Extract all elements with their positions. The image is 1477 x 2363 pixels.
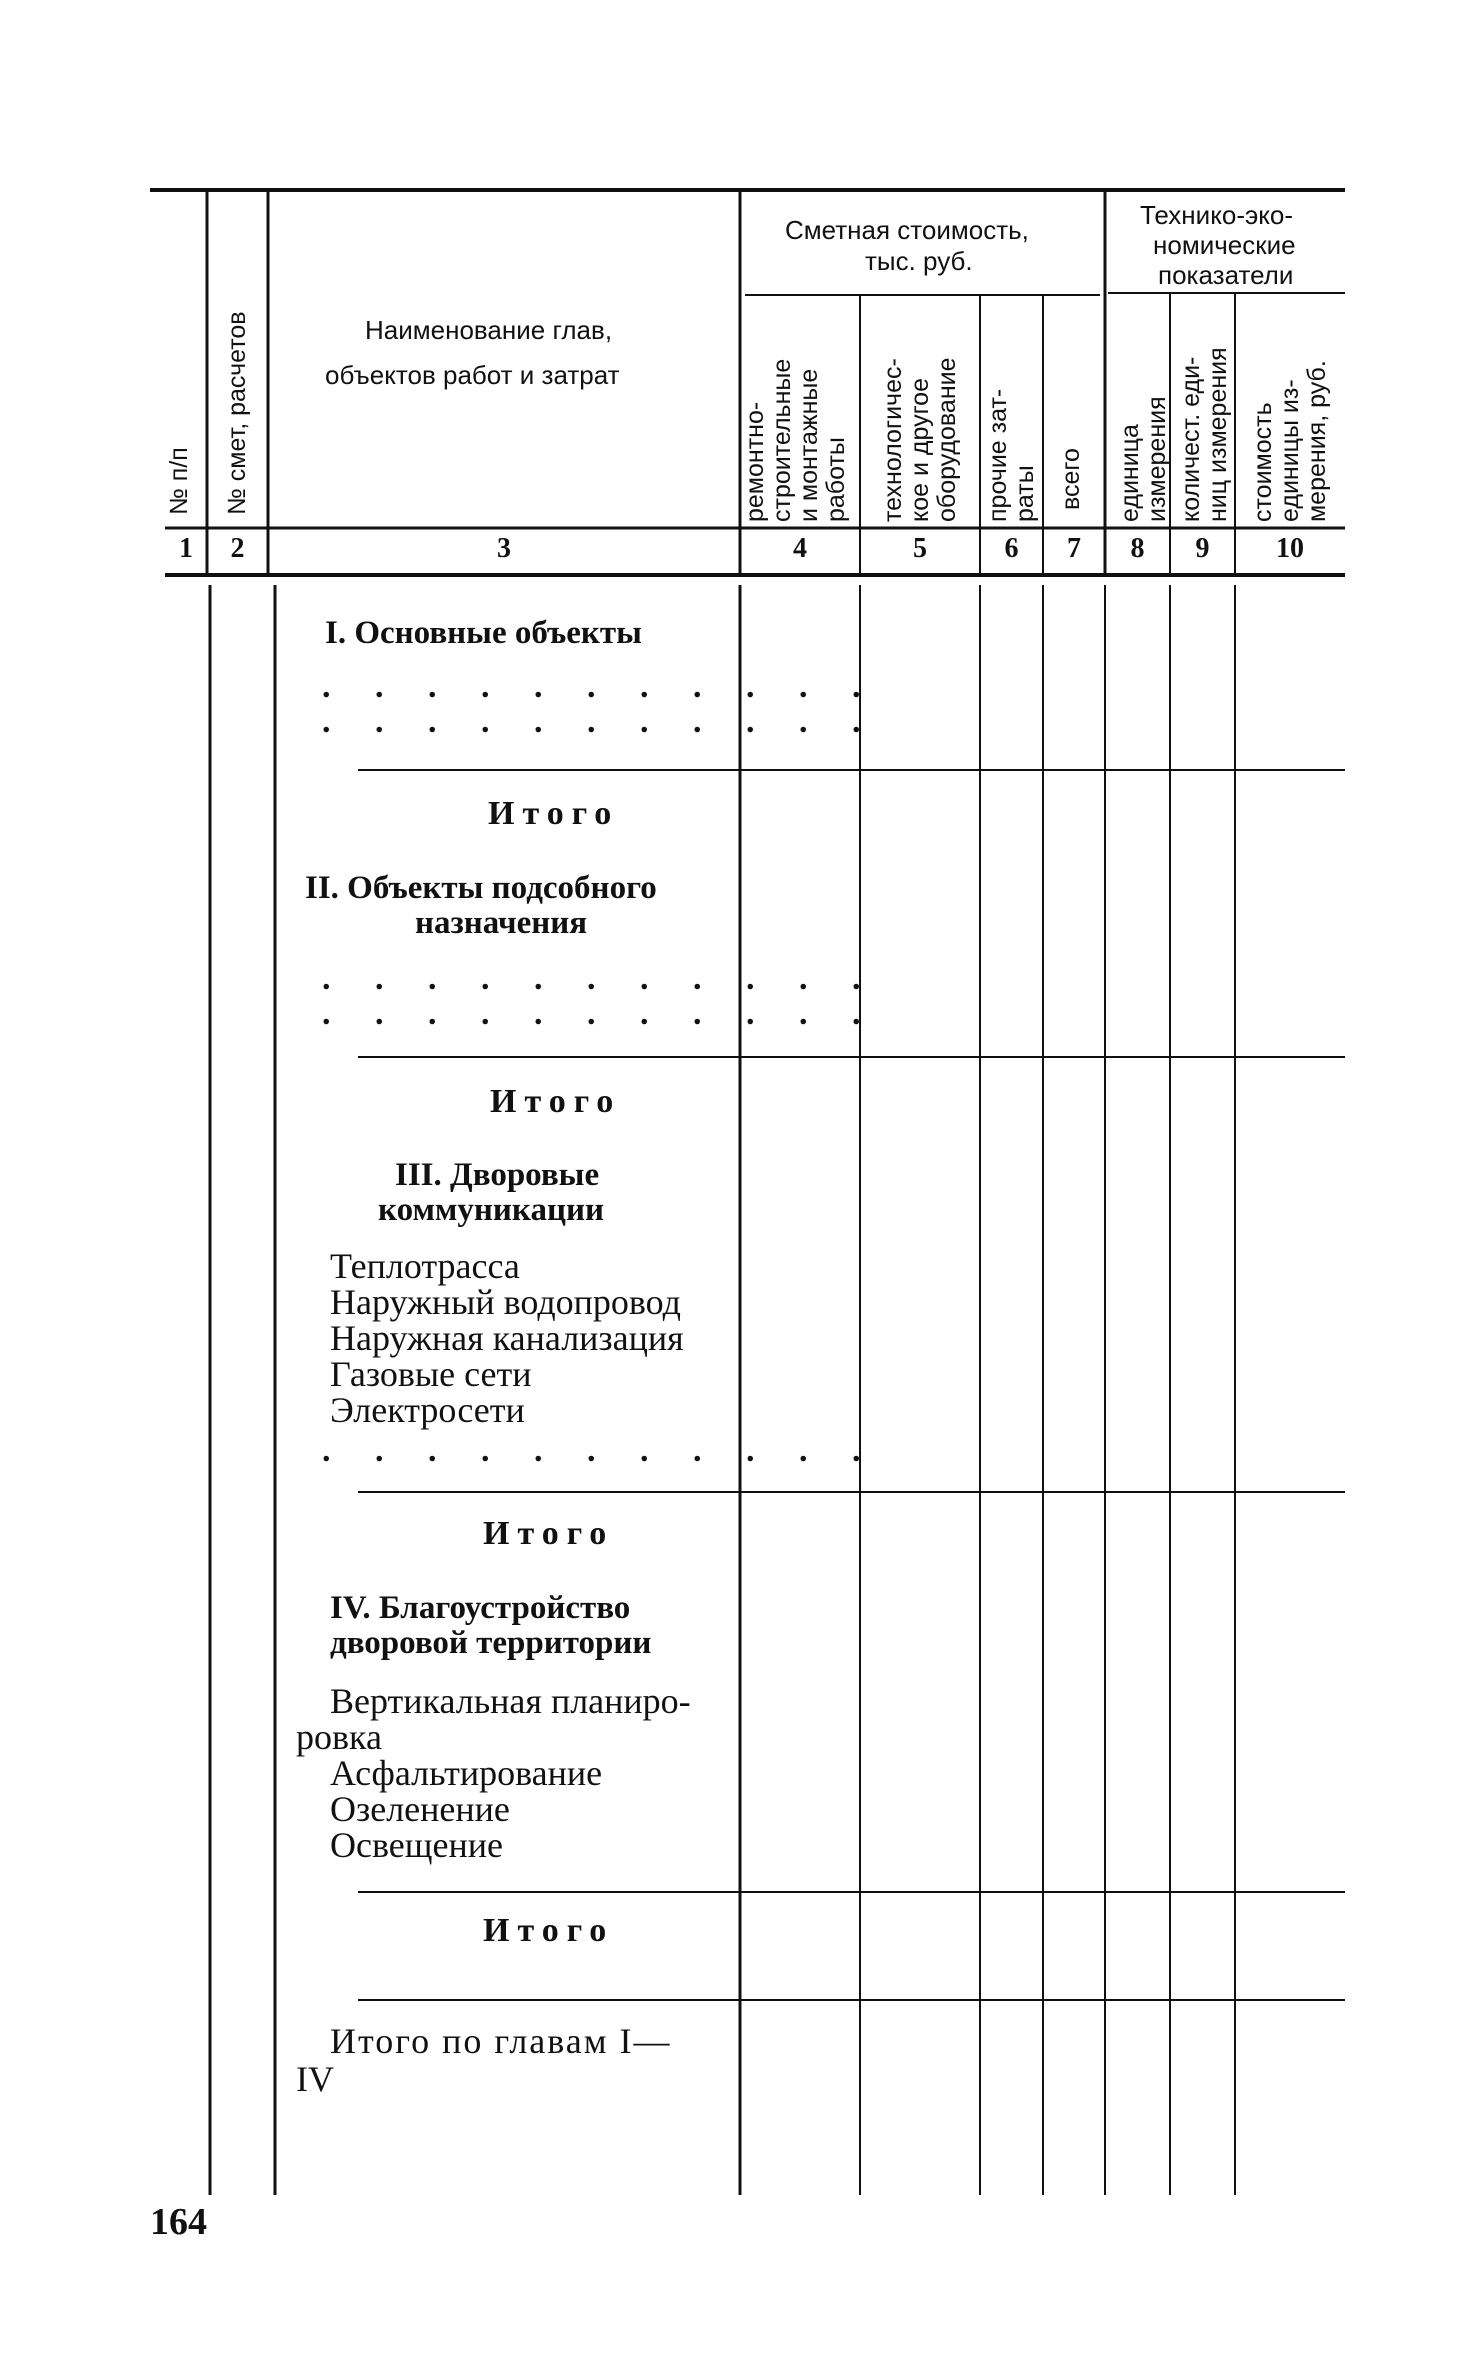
section-4-item-grading-line2: ровка [296, 1717, 382, 1757]
column-number-3: 3 [497, 533, 511, 564]
section-2-title-line1: II. Объекты подсобного [305, 870, 657, 906]
section-4-title-line2: дворовой территории [330, 1625, 652, 1661]
column-number-7: 7 [1067, 533, 1081, 564]
section-1-title: I. Основные объекты [325, 615, 642, 651]
section-1-dots-row1: . . . . . . . . . . . [322, 668, 879, 705]
section-2-itogo: Итого [490, 1083, 622, 1120]
page-number: 164 [150, 2201, 207, 2243]
section-3-itogo: Итого [483, 1515, 615, 1552]
section-1-itogo: Итого [488, 795, 620, 832]
section-2-title-line2: назначения [415, 905, 588, 941]
header-col9-label: количест. еди- ниц измерения [1177, 347, 1232, 522]
header-group-tech-line3: показатели [1158, 260, 1294, 290]
column-number-5: 5 [913, 533, 927, 564]
column-number-10: 10 [1276, 533, 1304, 564]
column-number-9: 9 [1195, 533, 1210, 564]
header-col8-label: единица измерения [1116, 396, 1171, 522]
section-4-item-asphalt: Асфальтирование [330, 1753, 603, 1793]
header-col5-label: технологичес- кое и другое оборудование [879, 357, 961, 522]
section-3-item-water: Наружный водопровод [330, 1282, 681, 1322]
column-number-1: 1 [179, 533, 193, 564]
header-col-name-line1: Наименование глав, [365, 315, 613, 345]
header-col-number: № п/п [165, 447, 193, 515]
section-3-item-heat: Теплотрасса [330, 1246, 520, 1286]
section-2-dots-row2: . . . . . . . . . . . [322, 995, 879, 1032]
header-col-name-line2: объектов работ и затрат [325, 360, 620, 390]
section-4-item-grading-line1: Вертикальная планиро- [330, 1681, 691, 1721]
header-col7-label: всего [1057, 448, 1085, 510]
section-3-dots-row: . . . . . . . . . . . [322, 1432, 879, 1469]
section-4-item-lighting: Освещение [330, 1825, 503, 1865]
header-group-tech-line1: Технико-эко- [1140, 200, 1294, 230]
section-2-dots-row1: . . . . . . . . . . . [322, 960, 879, 997]
itogo-all-line1: Итого по главам I— [330, 2021, 672, 2061]
section-3-title-line2: коммуникации [378, 1192, 604, 1228]
itogo-all-line2: IV [296, 2059, 334, 2099]
section-3-item-electric: Электросети [330, 1390, 525, 1430]
section-3-title-line1: III. Дворовые [395, 1157, 600, 1193]
column-number-6: 6 [1004, 533, 1019, 564]
header-group-cost-line1: Сметная стоимость, [785, 215, 1029, 245]
header-col10-label: стоимость единицы из- мерения, руб. [1249, 360, 1331, 522]
section-4-item-greening: Озеленение [330, 1789, 510, 1829]
section-1-dots-row2: . . . . . . . . . . . [322, 703, 879, 740]
header-col-estimate-no: № смет, расчетов [223, 311, 251, 515]
column-number-8: 8 [1130, 533, 1145, 564]
section-3-item-gas: Газовые сети [330, 1354, 532, 1394]
header-group-tech-line2: номические [1153, 230, 1296, 260]
column-number-4: 4 [793, 533, 807, 564]
section-3-item-sewer: Наружная канализация [330, 1318, 684, 1358]
section-4-title-line1: IV. Благоустройство [330, 1590, 631, 1626]
header-col4-label: ремонтно- строительные и монтажные работы [741, 358, 850, 522]
section-4-itogo: Итого [483, 1912, 615, 1949]
header-group-cost-line2: тыс. руб. [865, 246, 973, 276]
header-col6-label: прочие зат- раты [984, 388, 1039, 522]
column-number-2: 2 [230, 533, 245, 564]
